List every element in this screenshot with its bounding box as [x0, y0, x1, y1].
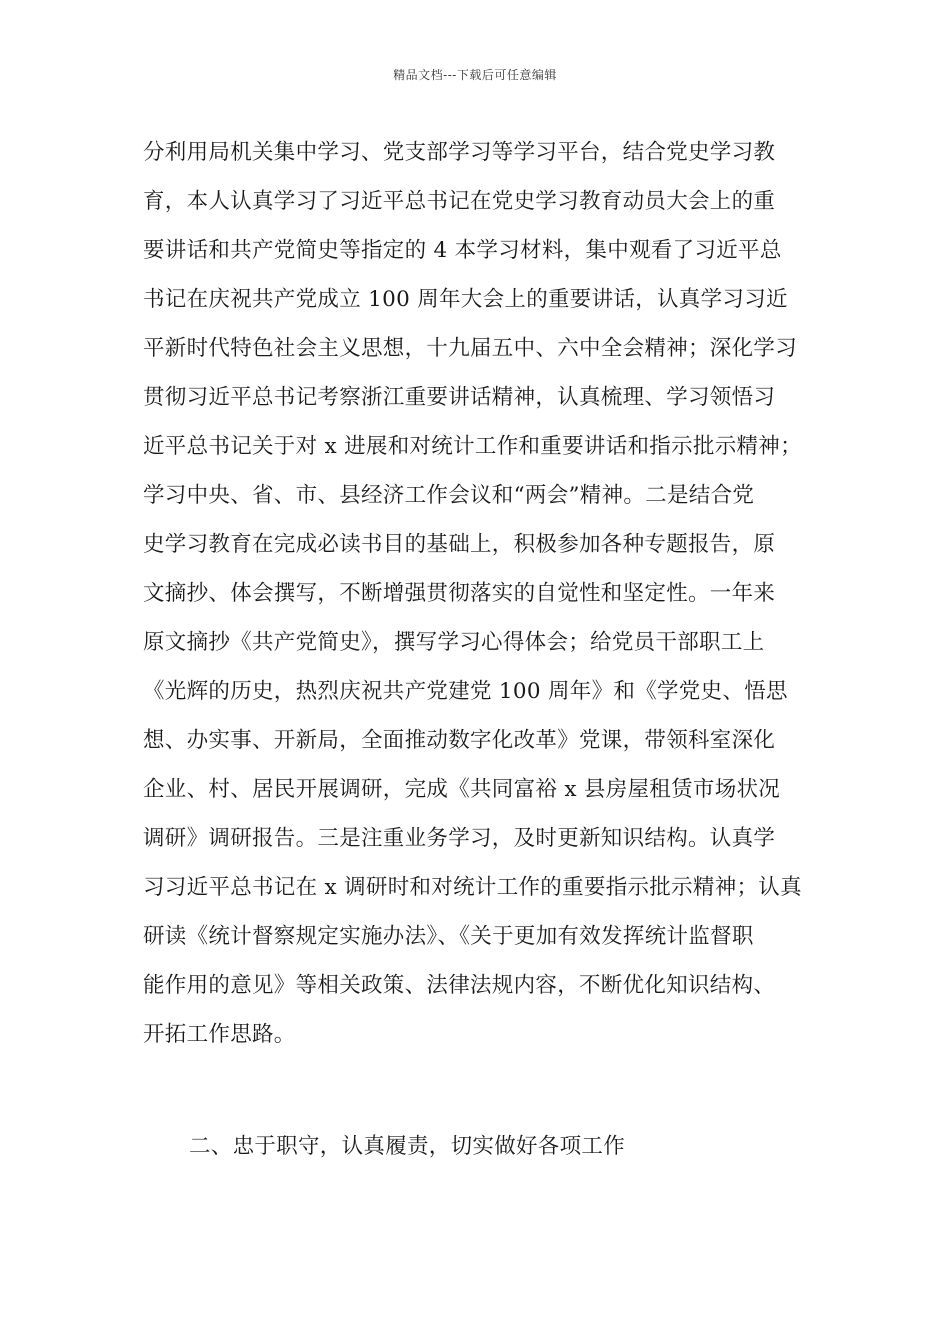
paragraph-line: 近平总书记关于对 x 进展和对统计工作和重要讲话和指示批示精神；	[143, 434, 802, 459]
paragraph-line: 原文摘抄《共产党简史》，撰写学习心得体会；给党员干部职工上	[143, 630, 765, 655]
paragraph-line: 贯彻习近平总书记考察浙江重要讲话精神，认真梳理、学习领悟习	[143, 385, 776, 410]
paragraph-line: 要讲话和共产党简史等指定的 4 本学习材料，集中观看了习近平总	[143, 238, 782, 263]
paragraph-line: 企业、村、居民开展调研，完成《共同富裕 x 县房屋租赁市场状况	[143, 777, 781, 802]
page-header: 精品文档---下载后可任意编辑	[393, 68, 557, 82]
paragraph-line: 想、办实事、开新局，全面推动数字化改革》党课，带领科室深化	[143, 728, 776, 753]
paragraph-line: 研读《统计督察规定实施办法》、《关于更加有效发挥统计监督职	[143, 924, 754, 949]
paragraph-line: 分利用局机关集中学习、党支部学习等学习平台，结合党史学习教	[143, 140, 776, 165]
paragraph-line: 平新时代特色社会主义思想，十九届五中、六中全会精神；深化学习	[143, 336, 798, 361]
paragraph-line: 书记在庆祝共产党成立 100 周年大会上的重要讲话，认真学习习近	[143, 287, 788, 312]
paragraph-line: 学习中央、省、市、县经济工作会议和“两会”精神。二是结合党	[143, 483, 755, 508]
paragraph-line: 调研》调研报告。三是注重业务学习，及时更新知识结构。认真学	[143, 826, 776, 851]
paragraph-line: 能作用的意见》等相关政策、法律法规内容，不断优化知识结构、	[143, 973, 776, 998]
paragraph-line: 文摘抄、体会撰写，不断增强贯彻落实的自觉性和坚定性。一年来	[143, 581, 776, 606]
body-paragraph	[143, 128, 811, 1059]
paragraph-line: 习习近平总书记在 x 调研时和对统计工作的重要指示批示精神；认真	[143, 875, 802, 900]
paragraph-line: 开拓工作思路。	[143, 1022, 296, 1047]
section-heading: 二、忠于职守，认真履责，切实做好各项工作	[189, 1134, 626, 1159]
paragraph-line: 《光辉的历史，热烈庆祝共产党建党 100 周年》和《学党史、悟思	[143, 679, 788, 704]
paragraph-line: 史学习教育在完成必读书目的基础上，积极参加各种专题报告，原	[143, 532, 776, 557]
paragraph-line: 育，本人认真学习了习近平总书记在党史学习教育动员大会上的重	[143, 189, 776, 214]
